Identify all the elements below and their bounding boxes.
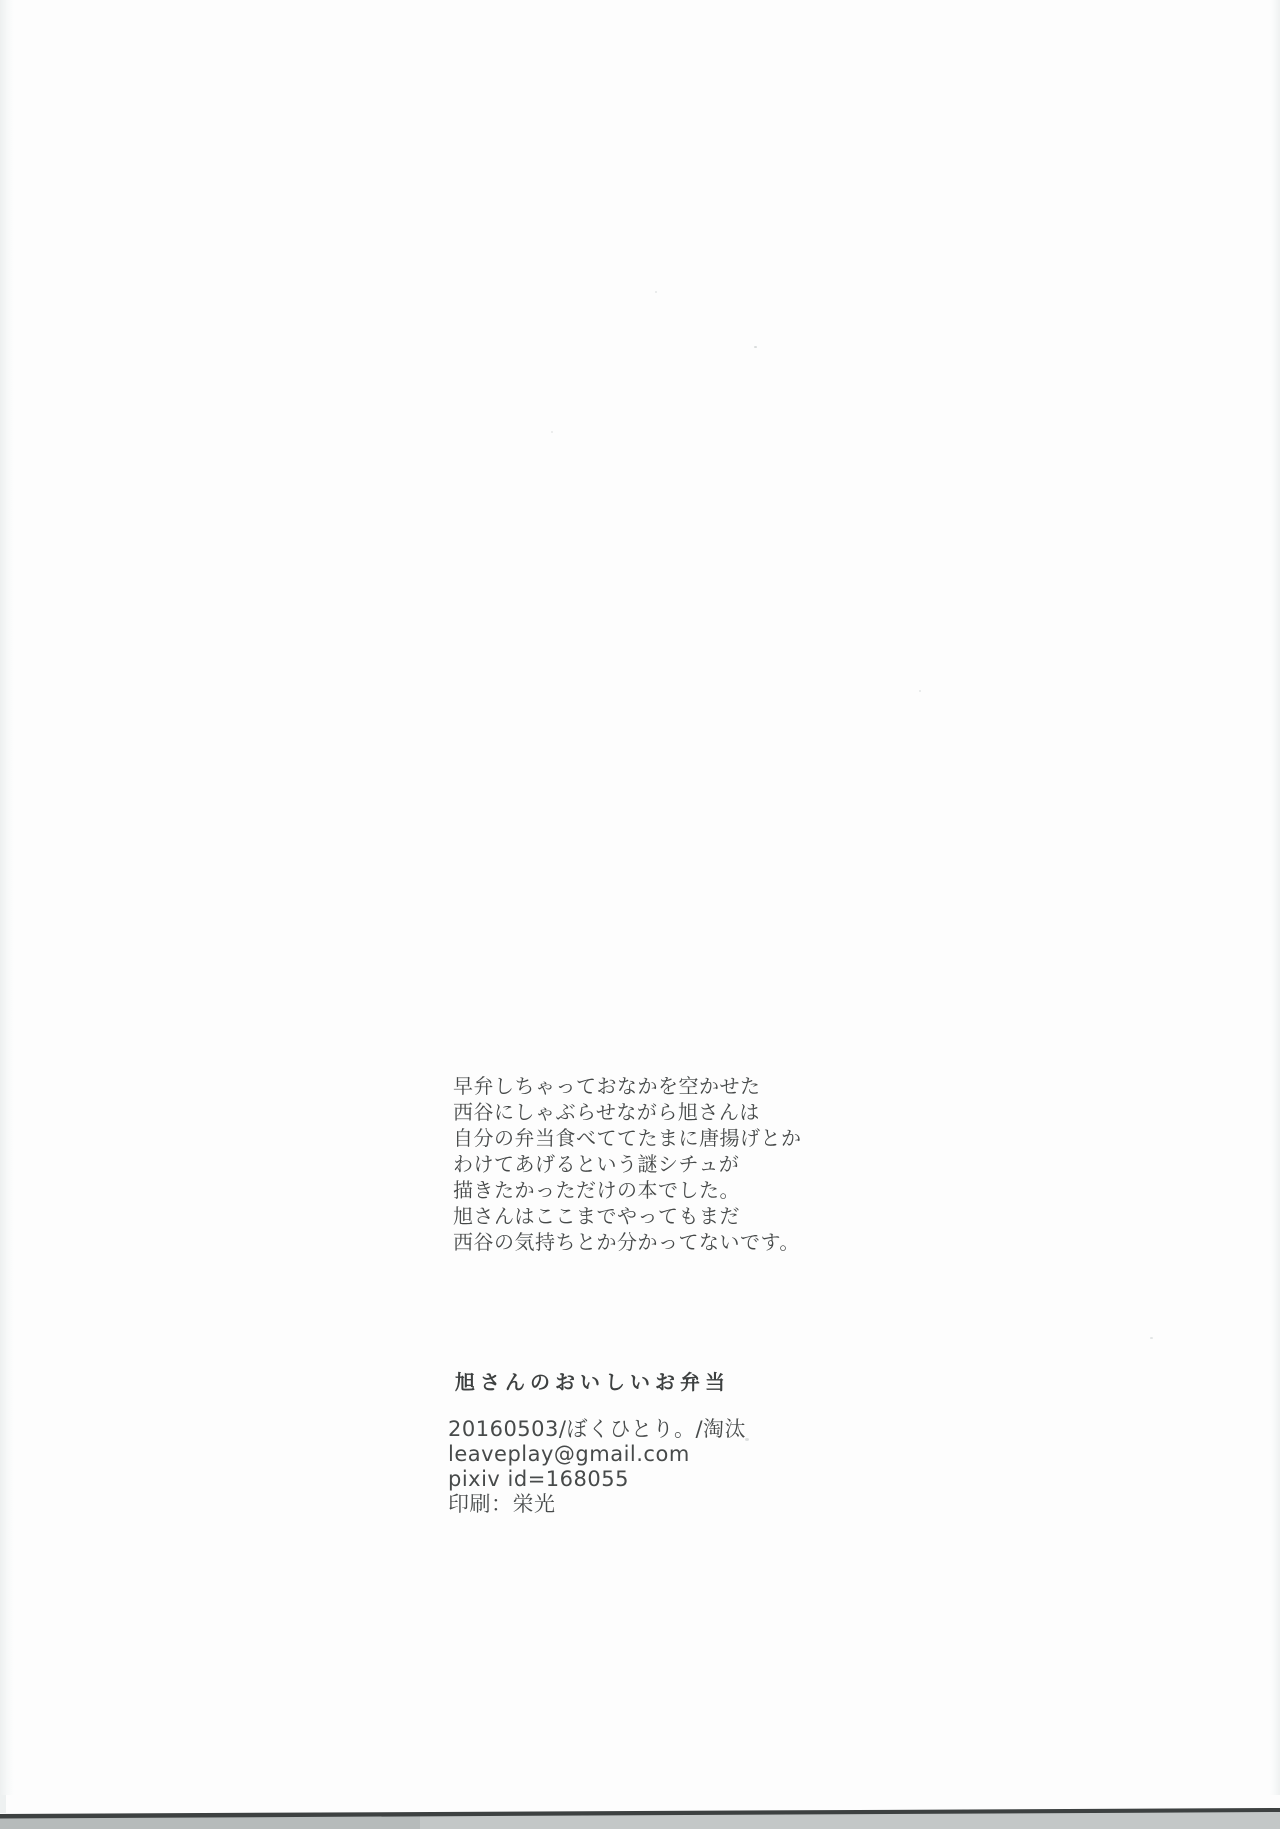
afterword-line: わけてあげるという謎シチュが xyxy=(453,1152,740,1176)
afterword-line: 描きたかっただけの本でした。 xyxy=(453,1178,740,1202)
afterword-line: 自分の弁当食べててたまに唐揚げとか xyxy=(453,1126,802,1150)
afterword-line: 西谷にしゃぶらせながら旭さんは xyxy=(453,1100,760,1124)
afterword-text xyxy=(453,1073,873,1255)
scan-edge-left xyxy=(0,0,14,1820)
afterword-line: 旭さんはここまでやってもまだ xyxy=(453,1204,740,1228)
afterword-line: 早弁しちゃっておなかを空かせた xyxy=(453,1074,761,1098)
page-bottom-edge xyxy=(0,1795,1280,1829)
colophon-pixiv-id: pixiv id=168055 xyxy=(448,1467,629,1491)
book-title: 旭さんのおいしいお弁当 xyxy=(455,1370,730,1394)
colophon-email: leaveplay@gmail.com xyxy=(448,1442,690,1466)
scan-edge-right xyxy=(1270,0,1280,1815)
scan-speck xyxy=(754,346,757,348)
scan-speck xyxy=(655,291,657,293)
afterword-line: 西谷の気持ちとか分かってないです。 xyxy=(453,1230,800,1254)
colophon-printer: 印刷：栄光 xyxy=(448,1492,556,1516)
colophon xyxy=(448,1417,746,1517)
scan-speck xyxy=(919,690,921,692)
scan-speck xyxy=(1150,1337,1153,1339)
scan-speck xyxy=(551,431,553,433)
colophon-date-circle-author: 20160503/ぼくひとり。/淘汰 xyxy=(448,1417,747,1441)
